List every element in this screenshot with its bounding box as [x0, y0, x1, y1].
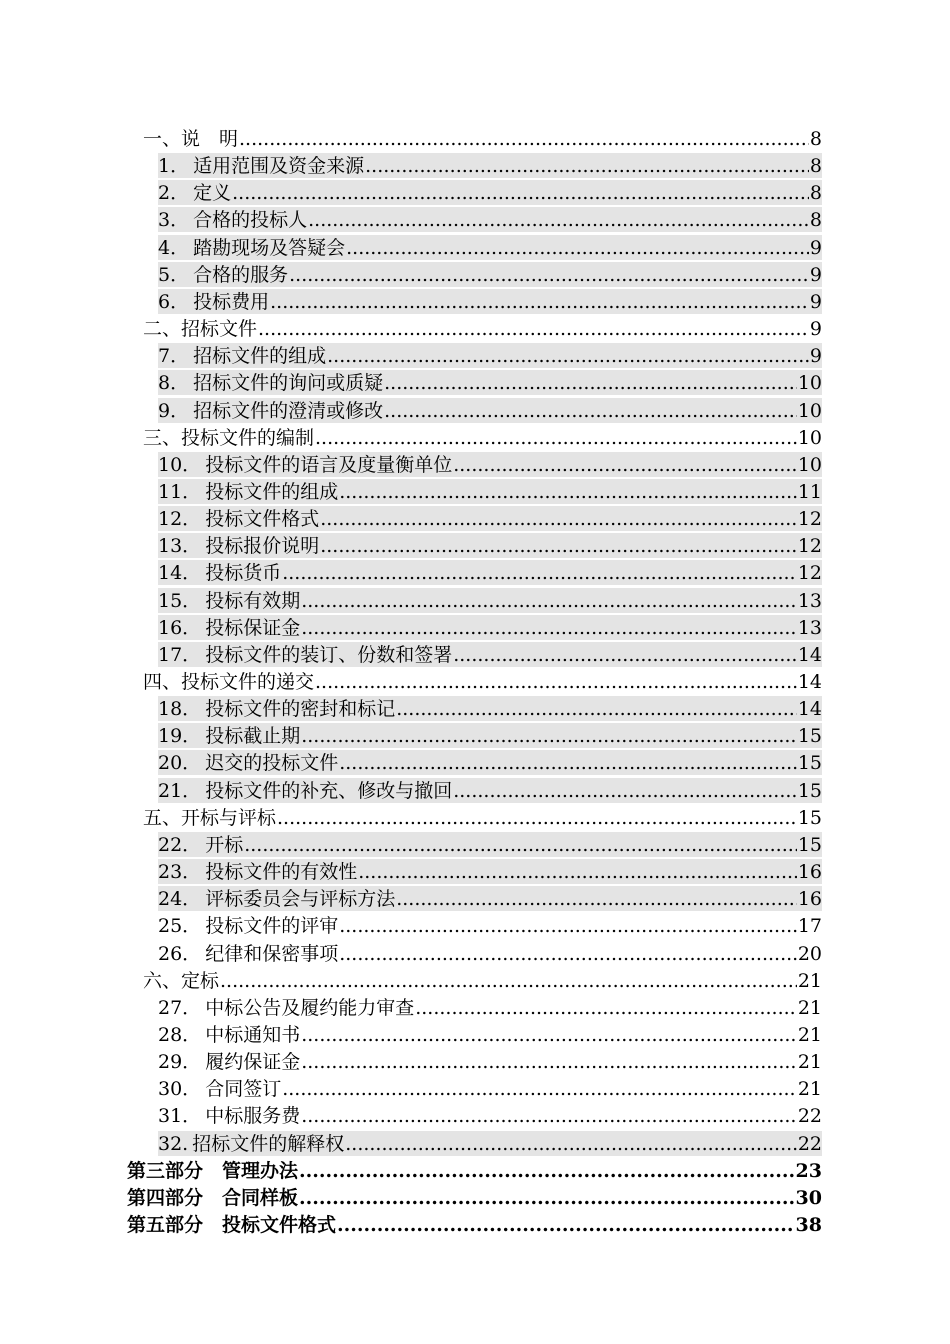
toc-entry-page-number: 22 [797, 1132, 822, 1155]
toc-entry-page-number: 15 [797, 725, 822, 748]
toc-entry-section[interactable] [158, 696, 822, 721]
toc-entry-label: 投标文件的评审 [205, 915, 339, 938]
toc-entry-label: 投标报价说明 [205, 535, 320, 558]
toc-entry-number: 18． [158, 698, 202, 721]
toc-entry-page-number: 9 [809, 263, 822, 286]
toc-entry-page-number: 10 [797, 372, 822, 395]
toc-entry-section[interactable] [158, 832, 822, 857]
toc-entry-number: 28． [158, 1023, 202, 1046]
toc-entry-number: 3． [158, 209, 190, 232]
toc-dot-leader [339, 914, 797, 938]
toc-entry-section[interactable] [158, 995, 822, 1020]
toc-dot-leader [339, 751, 797, 775]
toc-entry-chapter[interactable] [143, 669, 822, 694]
toc-entry-page-number: 14 [797, 671, 822, 693]
toc-entry-section[interactable] [158, 886, 822, 911]
toc-entry-section[interactable] [158, 615, 822, 640]
toc-entry-number: 29． [158, 1051, 202, 1074]
toc-entry-label: 投标费用 [193, 290, 270, 313]
toc-dot-leader [320, 507, 797, 531]
toc-entry-label: 投标文件的语言及度量衡单位 [205, 453, 453, 476]
toc-entry-page-number: 14 [797, 643, 822, 666]
toc-entry-page-number: 21 [797, 1078, 822, 1101]
toc-dot-leader [384, 399, 797, 423]
toc-dot-leader [327, 344, 809, 368]
toc-entry-page-number: 15 [797, 752, 822, 775]
toc-entry-page-number: 21 [797, 996, 822, 1019]
toc-entry-number: 25． [158, 915, 202, 938]
toc-entry-label: 投标文件的补充、修改与撤回 [205, 779, 453, 802]
toc-dot-leader [301, 1050, 797, 1074]
toc-entry-label: 招标文件的询问或质疑 [193, 372, 384, 395]
toc-entry-page-number: 17 [797, 915, 822, 938]
toc-entry-number: 12． [158, 508, 202, 531]
toc-entry-page-number: 8 [809, 155, 822, 178]
toc-entry-section[interactable] [158, 941, 822, 966]
toc-entry-label: 履约保证金 [205, 1051, 301, 1074]
toc-entry-number: 23． [158, 861, 202, 884]
toc-dot-leader [244, 833, 797, 857]
toc-entry-page-number: 8 [809, 209, 822, 232]
toc-dot-leader [396, 697, 797, 721]
toc-entry-label: 招标文件的解释权 [192, 1132, 345, 1155]
toc-entry-page-number: 20 [797, 942, 822, 965]
toc-entry-number: 32. [158, 1132, 189, 1155]
toc-entry-chapter[interactable] [143, 126, 822, 151]
toc-dot-leader [258, 317, 809, 341]
toc-entry-page-number: 16 [797, 888, 822, 911]
toc-dot-leader [339, 480, 797, 504]
toc-entry-page-number: 11 [797, 480, 822, 503]
toc-dot-leader [358, 860, 797, 884]
toc-entry-section[interactable] [158, 778, 822, 803]
toc-entry-number: 16． [158, 616, 202, 639]
toc-entry-label: 第三部分 管理办法 [127, 1159, 299, 1182]
toc-entry-number: 14． [158, 562, 202, 585]
toc-entry-page-number: 22 [797, 1105, 822, 1128]
toc-entry-section[interactable] [158, 180, 822, 205]
toc-entry-section[interactable] [158, 750, 822, 775]
toc-entry-label: 适用范围及资金来源 [193, 155, 365, 178]
toc-dot-leader [415, 996, 797, 1020]
toc-entry-number: 9． [158, 399, 190, 422]
toc-entry-part[interactable] [127, 1212, 822, 1237]
toc-entry-label: 第四部分 合同样板 [127, 1186, 299, 1209]
toc-dot-leader [301, 1104, 797, 1128]
toc-entry-part[interactable] [127, 1158, 822, 1183]
toc-entry-number: 10． [158, 453, 202, 476]
toc-entry-section[interactable] [158, 560, 822, 585]
toc-entry-label: 投标文件的有效性 [205, 861, 358, 884]
toc-entry-section[interactable] [158, 1022, 822, 1047]
toc-entry-page-number: 10 [797, 453, 822, 476]
toc-entry-section[interactable] [158, 370, 822, 395]
toc-entry-section[interactable] [158, 642, 822, 667]
toc-entry-number: 30． [158, 1078, 202, 1101]
toc-entry-label: 五、开标与评标 [143, 806, 277, 829]
toc-entry-number: 26． [158, 942, 202, 965]
toc-entry-part[interactable] [127, 1185, 822, 1210]
toc-entry-page-number: 30 [795, 1186, 822, 1209]
toc-entry-number: 2． [158, 182, 190, 205]
toc-entry-section[interactable] [158, 262, 822, 287]
toc-entry-label: 投标截止期 [205, 725, 301, 748]
toc-dot-leader [308, 208, 809, 232]
toc-entry-section[interactable] [158, 343, 822, 368]
toc-dot-leader [301, 589, 797, 613]
toc-dot-leader [453, 643, 797, 667]
toc-entry-page-number: 21 [797, 969, 822, 992]
toc-entry-label: 招标文件的组成 [193, 345, 327, 368]
toc-dot-leader [270, 290, 809, 314]
toc-dot-leader [232, 181, 809, 205]
toc-dot-leader [384, 371, 797, 395]
toc-entry-section[interactable] [158, 153, 822, 178]
toc-entry-section[interactable] [158, 533, 822, 558]
toc-entry-number: 31． [158, 1105, 202, 1128]
toc-entry-chapter[interactable] [143, 805, 822, 830]
toc-entry-section[interactable] [158, 479, 822, 504]
toc-entry-label: 投标货币 [205, 562, 282, 585]
toc-entry-page-number: 14 [797, 698, 822, 721]
toc-entry-page-number: 12 [797, 562, 822, 585]
toc-entry-section[interactable] [158, 913, 822, 938]
toc-dot-leader [277, 806, 797, 830]
toc-entry-label: 纪律和保密事项 [205, 942, 339, 965]
toc-entry-label: 中标公告及履约能力审查 [205, 996, 415, 1019]
toc-entry-page-number: 10 [797, 399, 822, 422]
toc-entry-label: 投标保证金 [205, 616, 301, 639]
toc-dot-leader [453, 779, 797, 803]
toc-entry-page-number: 21 [797, 1051, 822, 1074]
toc-entry-page-number: 9 [809, 318, 822, 341]
toc-entry-section[interactable] [158, 1049, 822, 1074]
toc-entry-label: 投标文件的装订、份数和签署 [205, 643, 453, 666]
toc-dot-leader [345, 1132, 797, 1156]
toc-entry-number: 5． [158, 263, 190, 286]
toc-dot-leader [396, 887, 797, 911]
toc-entry-chapter[interactable] [143, 425, 822, 450]
toc-dot-leader [299, 1159, 795, 1183]
toc-entry-page-number: 13 [797, 589, 822, 612]
toc-entry-page-number: 13 [797, 616, 822, 639]
toc-entry-label: 二、招标文件 [143, 318, 258, 341]
toc-entry-section[interactable] [158, 1131, 822, 1156]
toc-entry-number: 7． [158, 345, 190, 368]
toc-entry-label: 六、定标 [143, 969, 220, 992]
toc-entry-label: 投标文件的密封和标记 [205, 698, 396, 721]
toc-entry-section[interactable] [158, 398, 822, 423]
toc-entry-page-number: 15 [797, 779, 822, 802]
toc-dot-leader [301, 616, 797, 640]
toc-dot-leader [315, 670, 797, 694]
toc-entry-section[interactable] [158, 859, 822, 884]
toc-entry-section[interactable] [158, 1103, 822, 1128]
toc-entry-label: 第五部分 投标文件格式 [127, 1214, 337, 1236]
toc-dot-leader [282, 1077, 797, 1101]
toc-entry-number: 1． [158, 155, 190, 178]
toc-entry-section[interactable] [158, 723, 822, 748]
toc-entry-number: 15． [158, 589, 202, 612]
toc-entry-number: 20． [158, 752, 202, 775]
toc-dot-leader [282, 561, 797, 585]
toc-entry-label: 评标委员会与评标方法 [205, 888, 396, 911]
toc-entry-chapter[interactable] [143, 968, 822, 993]
toc-entry-page-number: 12 [797, 508, 822, 531]
toc-entry-page-number: 9 [809, 290, 822, 313]
toc-entry-label: 中标通知书 [205, 1023, 301, 1046]
toc-entry-label: 投标文件的组成 [205, 480, 339, 503]
toc-entry-label: 一、说 明 [143, 128, 239, 150]
toc-entry-number: 19． [158, 725, 202, 748]
toc-entry-label: 招标文件的澄清或修改 [193, 399, 384, 422]
toc-entry-label: 合格的服务 [193, 263, 289, 286]
toc-entry-page-number: 12 [797, 535, 822, 558]
toc-dot-leader [365, 154, 809, 178]
toc-entry-section[interactable] [158, 207, 822, 232]
toc-entry-label: 定义 [193, 182, 232, 205]
toc-entry-label: 三、投标文件的编制 [143, 426, 315, 449]
toc-entry-section[interactable] [158, 1076, 822, 1101]
toc-dot-leader [453, 453, 797, 477]
toc-dot-leader [289, 263, 809, 287]
toc-dot-leader [239, 127, 809, 151]
toc-entry-section[interactable] [158, 452, 822, 477]
toc-entry-label: 四、投标文件的递交 [143, 671, 315, 693]
toc-dot-leader [339, 942, 797, 966]
toc-dot-leader [315, 426, 797, 450]
toc-entry-page-number: 21 [797, 1023, 822, 1046]
toc-entry-number: 8． [158, 372, 190, 395]
toc-entry-section[interactable] [158, 506, 822, 531]
toc-entry-page-number: 8 [809, 128, 822, 150]
toc-entry-label: 合格的投标人 [193, 209, 308, 232]
toc-entry-label: 中标服务费 [205, 1105, 301, 1128]
toc-entry-label: 投标文件格式 [205, 508, 320, 531]
toc-entry-label: 合同签订 [205, 1078, 282, 1101]
toc-entry-page-number: 9 [809, 236, 822, 259]
toc-entry-number: 11． [158, 480, 202, 503]
toc-entry-label: 投标有效期 [205, 589, 301, 612]
toc-entry-number: 13． [158, 535, 202, 558]
toc-entry-page-number: 38 [795, 1214, 822, 1236]
toc-entry-page-number: 15 [797, 806, 822, 829]
toc-dot-leader [320, 534, 797, 558]
toc-entry-page-number: 15 [797, 833, 822, 856]
toc-dot-leader [301, 1023, 797, 1047]
toc-entry-number: 17． [158, 643, 202, 666]
toc-entry-number: 27． [158, 996, 202, 1019]
toc-entry-label: 开标 [205, 833, 244, 856]
toc-entry-number: 4． [158, 236, 190, 259]
toc-entry-page-number: 10 [797, 426, 822, 449]
toc-entry-label: 踏勘现场及答疑会 [193, 236, 346, 259]
toc-entry-page-number: 23 [795, 1159, 822, 1182]
toc-entry-label: 迟交的投标文件 [205, 752, 339, 775]
toc-entry-page-number: 9 [809, 345, 822, 368]
toc-entry-number: 24． [158, 888, 202, 911]
toc-entry-page-number: 8 [809, 182, 822, 205]
toc-dot-leader [301, 724, 797, 748]
toc-entry-chapter[interactable] [143, 316, 822, 341]
toc-dot-leader [299, 1186, 795, 1210]
toc-entry-page-number: 16 [797, 861, 822, 884]
toc-dot-leader [337, 1213, 795, 1237]
toc-entry-section[interactable] [158, 235, 822, 260]
toc-dot-leader [346, 236, 809, 260]
toc-entry-section[interactable] [158, 289, 822, 314]
toc-entry-number: 22． [158, 833, 202, 856]
toc-entry-section[interactable] [158, 588, 822, 613]
toc-dot-leader [220, 969, 797, 993]
toc-entry-number: 6． [158, 290, 190, 313]
toc-entry-number: 21． [158, 779, 202, 802]
